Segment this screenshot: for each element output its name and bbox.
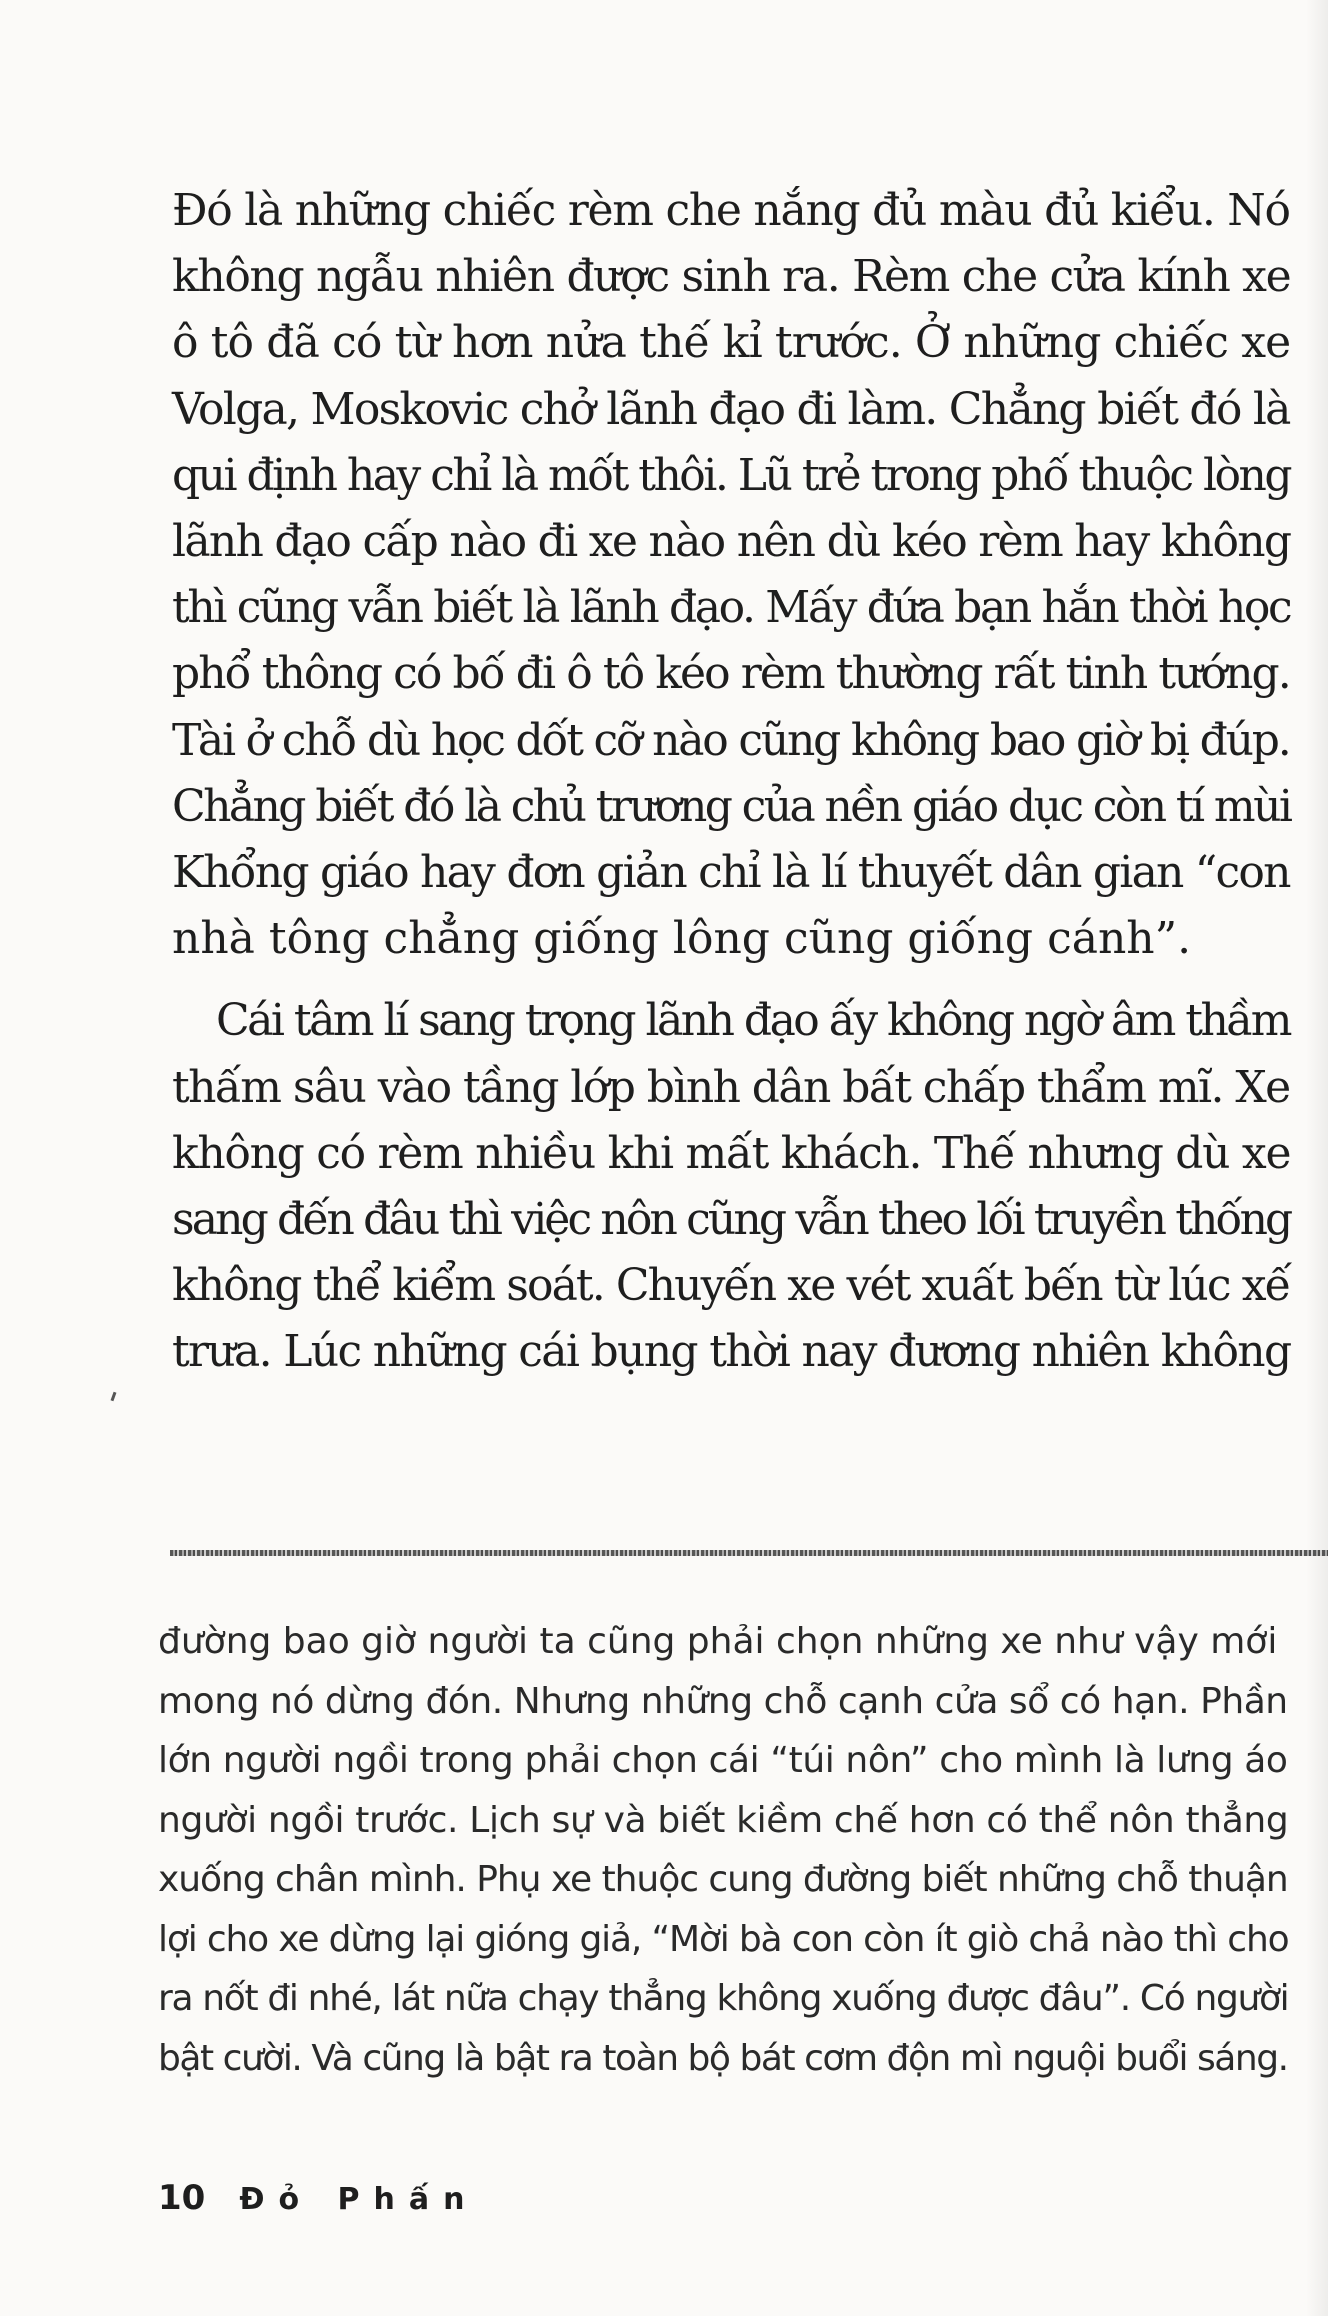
- page-edge-shadow: [1306, 0, 1328, 2316]
- text-line: thấm sâu vào tầng lớp bình dân bất chấp thẩm mĩ. Xe: [172, 1061, 1290, 1113]
- text-line: không ngẫu nhiên được sinh ra. Rèm che cửa kính xe: [172, 251, 1291, 303]
- main-text-block: [172, 178, 1290, 1386]
- text-line: Khổng giáo hay đơn giản chỉ là lí thuyết dân gian “con: [172, 847, 1290, 899]
- running-title: Đỏ Phấn: [239, 2182, 479, 2217]
- text-line: sang đến đâu thì việc nôn cũng vẫn theo lối truyền thống: [172, 1194, 1291, 1246]
- page-footer: [158, 2178, 478, 2218]
- margin-mark: [111, 1392, 117, 1401]
- text-line: lợi cho xe dừng lại gióng giả, “Mời bà con còn ít giò chả nào thì cho: [158, 1918, 1289, 1960]
- paragraph-2: [172, 988, 1290, 1385]
- text-line: Tài ở chỗ dù học dốt cỡ nào cũng không bao giờ bị đúp.: [172, 714, 1290, 766]
- continuation-text-block: [158, 1612, 1288, 2088]
- text-line: Volga, Moskovic chở lãnh đạo đi làm. Chẳng biết đó là: [172, 383, 1290, 435]
- text-line: thì cũng vẫn biết là lãnh đạo. Mấy đứa bạn hắn thời học: [172, 582, 1291, 634]
- paragraph-1: [172, 178, 1290, 972]
- continuation-paragraph: [158, 1612, 1288, 2088]
- text-line: xuống chân mình. Phụ xe thuộc cung đường biết những chỗ thuận: [158, 1859, 1288, 1900]
- text-line: nhà tông chẳng giống lông cũng giống cánh”.: [172, 913, 1192, 965]
- text-line: người ngồi trước. Lịch sự và biết kiềm chế hơn có thể nôn thẳng: [158, 1799, 1289, 1841]
- text-line: không có rèm nhiều khi mất khách. Thế nhưng dù xe: [172, 1127, 1291, 1179]
- text-line: Đó là những chiếc rèm che nắng đủ màu đủ kiểu. Nó: [172, 185, 1290, 236]
- text-line: bật cười. Và cũng là bật ra toàn bộ bát cơm độn mì nguội buổi sáng.: [158, 2037, 1288, 2079]
- page-number: 10: [158, 2178, 206, 2218]
- text-line: ra nốt đi nhé, lát nữa chạy thẳng không xuống được đâu”. Có người: [158, 1978, 1289, 2019]
- text-line: mong nó dừng đón. Nhưng những chỗ cạnh cửa sổ có hạn. Phần: [158, 1680, 1288, 1722]
- text-line: phổ thông có bố đi ô tô kéo rèm thường rất tinh tướng.: [172, 648, 1290, 700]
- text-line: không thể kiểm soát. Chuyến xe vét xuất bến từ lúc xế: [172, 1260, 1290, 1312]
- text-line: lãnh đạo cấp nào đi xe nào nên dù kéo rèm hay không: [172, 516, 1291, 568]
- text-line: ô tô đã có từ hơn nửa thế kỉ trước. Ở những chiếc xe: [172, 317, 1291, 369]
- text-line: qui định hay chỉ là mốt thôi. Lũ trẻ trong phố thuộc lòng: [172, 449, 1291, 501]
- scan-divider-line: [170, 1550, 1328, 1556]
- text-line: trưa. Lúc những cái bụng thời nay đương nhiên không: [172, 1326, 1291, 1378]
- text-line: đường bao giờ người ta cũng phải chọn những xe như vậy mới: [158, 1621, 1278, 1662]
- text-line: Chẳng biết đó là chủ trương của nền giáo dục còn tí mùi: [172, 780, 1291, 832]
- text-line: lớn người ngồi trong phải chọn cái “túi nôn” cho mình là lưng áo: [158, 1740, 1288, 1781]
- text-line: Cái tâm lí sang trọng lãnh đạo ấy không ngờ âm thầm: [216, 995, 1290, 1047]
